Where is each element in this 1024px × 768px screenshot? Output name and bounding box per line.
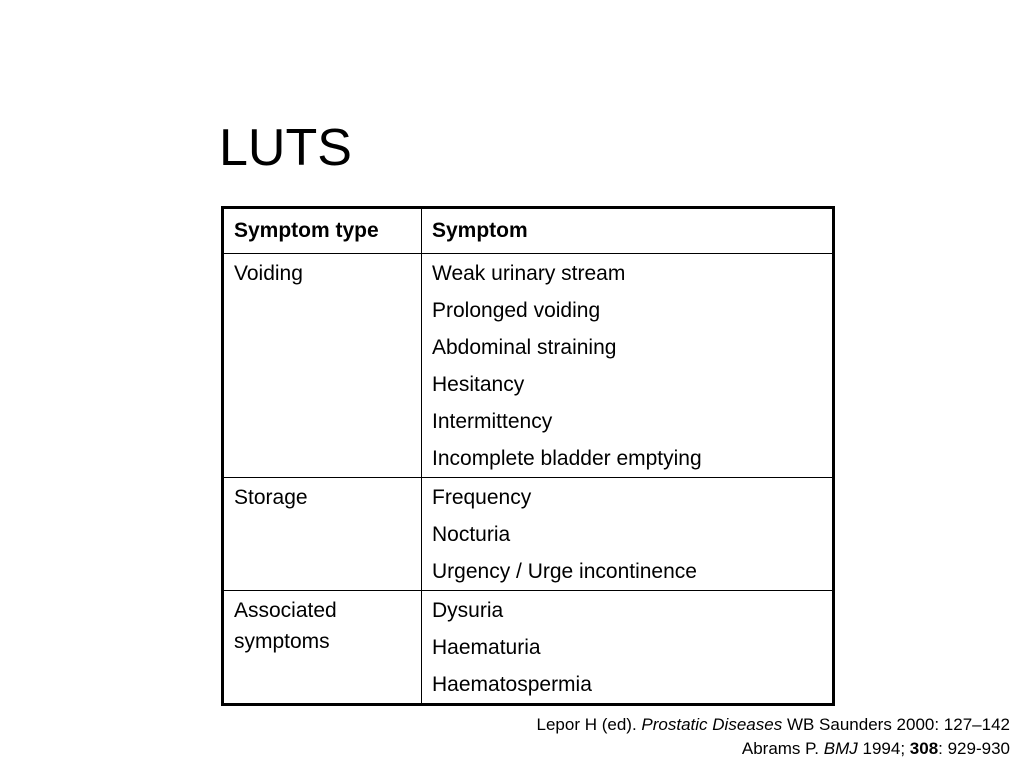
header-symptom-type: Symptom type xyxy=(223,208,422,254)
symptom-item: Dysuria xyxy=(432,599,504,622)
symptom-type-cell xyxy=(223,591,422,705)
ref-author: Abrams P. xyxy=(741,739,820,758)
references xyxy=(537,713,1010,761)
reference-1 xyxy=(537,713,1010,737)
symptom-item: Hesitancy xyxy=(432,373,525,396)
symptom-type-label: Storage xyxy=(234,486,308,509)
header-symptom: Symptom xyxy=(422,208,834,254)
table-row xyxy=(223,591,834,705)
symptom-type-label: Voiding xyxy=(234,262,303,285)
symptom-type-cell xyxy=(223,254,422,478)
symptom-item: Frequency xyxy=(432,486,532,509)
symptom-list-cell xyxy=(422,478,834,591)
symptom-item: Weak urinary stream xyxy=(432,262,626,285)
ref-title: Prostatic Diseases xyxy=(641,715,783,734)
table-row xyxy=(223,254,834,478)
ref-author: Lepor H (ed). xyxy=(536,715,637,734)
luts-table xyxy=(221,206,835,706)
symptom-item: Prolonged voiding xyxy=(432,299,601,322)
symptom-item: Haematuria xyxy=(432,636,541,659)
symptom-item: Incomplete bladder emptying xyxy=(432,447,702,470)
symptom-type-label: Associated xyxy=(234,599,337,622)
ref-pages: : 929-930 xyxy=(938,739,1010,758)
symptom-item: Haematospermia xyxy=(432,673,592,696)
symptom-list-cell xyxy=(422,254,834,478)
symptom-item: Nocturia xyxy=(432,523,511,546)
table-row xyxy=(223,478,834,591)
ref-details: WB Saunders 2000: 127–142 xyxy=(786,715,1010,734)
symptom-item: Abdominal straining xyxy=(432,336,617,359)
symptom-type-cell xyxy=(223,478,422,591)
reference-2 xyxy=(537,737,1010,761)
symptom-item: Intermittency xyxy=(432,410,553,433)
symptom-item: Urgency / Urge incontinence xyxy=(432,560,697,583)
table-header-row xyxy=(223,208,834,254)
ref-journal: BMJ xyxy=(823,739,858,758)
ref-volume: 308 xyxy=(909,739,939,758)
slide-title: LUTS xyxy=(219,119,352,177)
symptom-type-label: symptoms xyxy=(234,630,330,653)
ref-year: 1994; xyxy=(862,739,906,758)
symptom-list-cell xyxy=(422,591,834,705)
